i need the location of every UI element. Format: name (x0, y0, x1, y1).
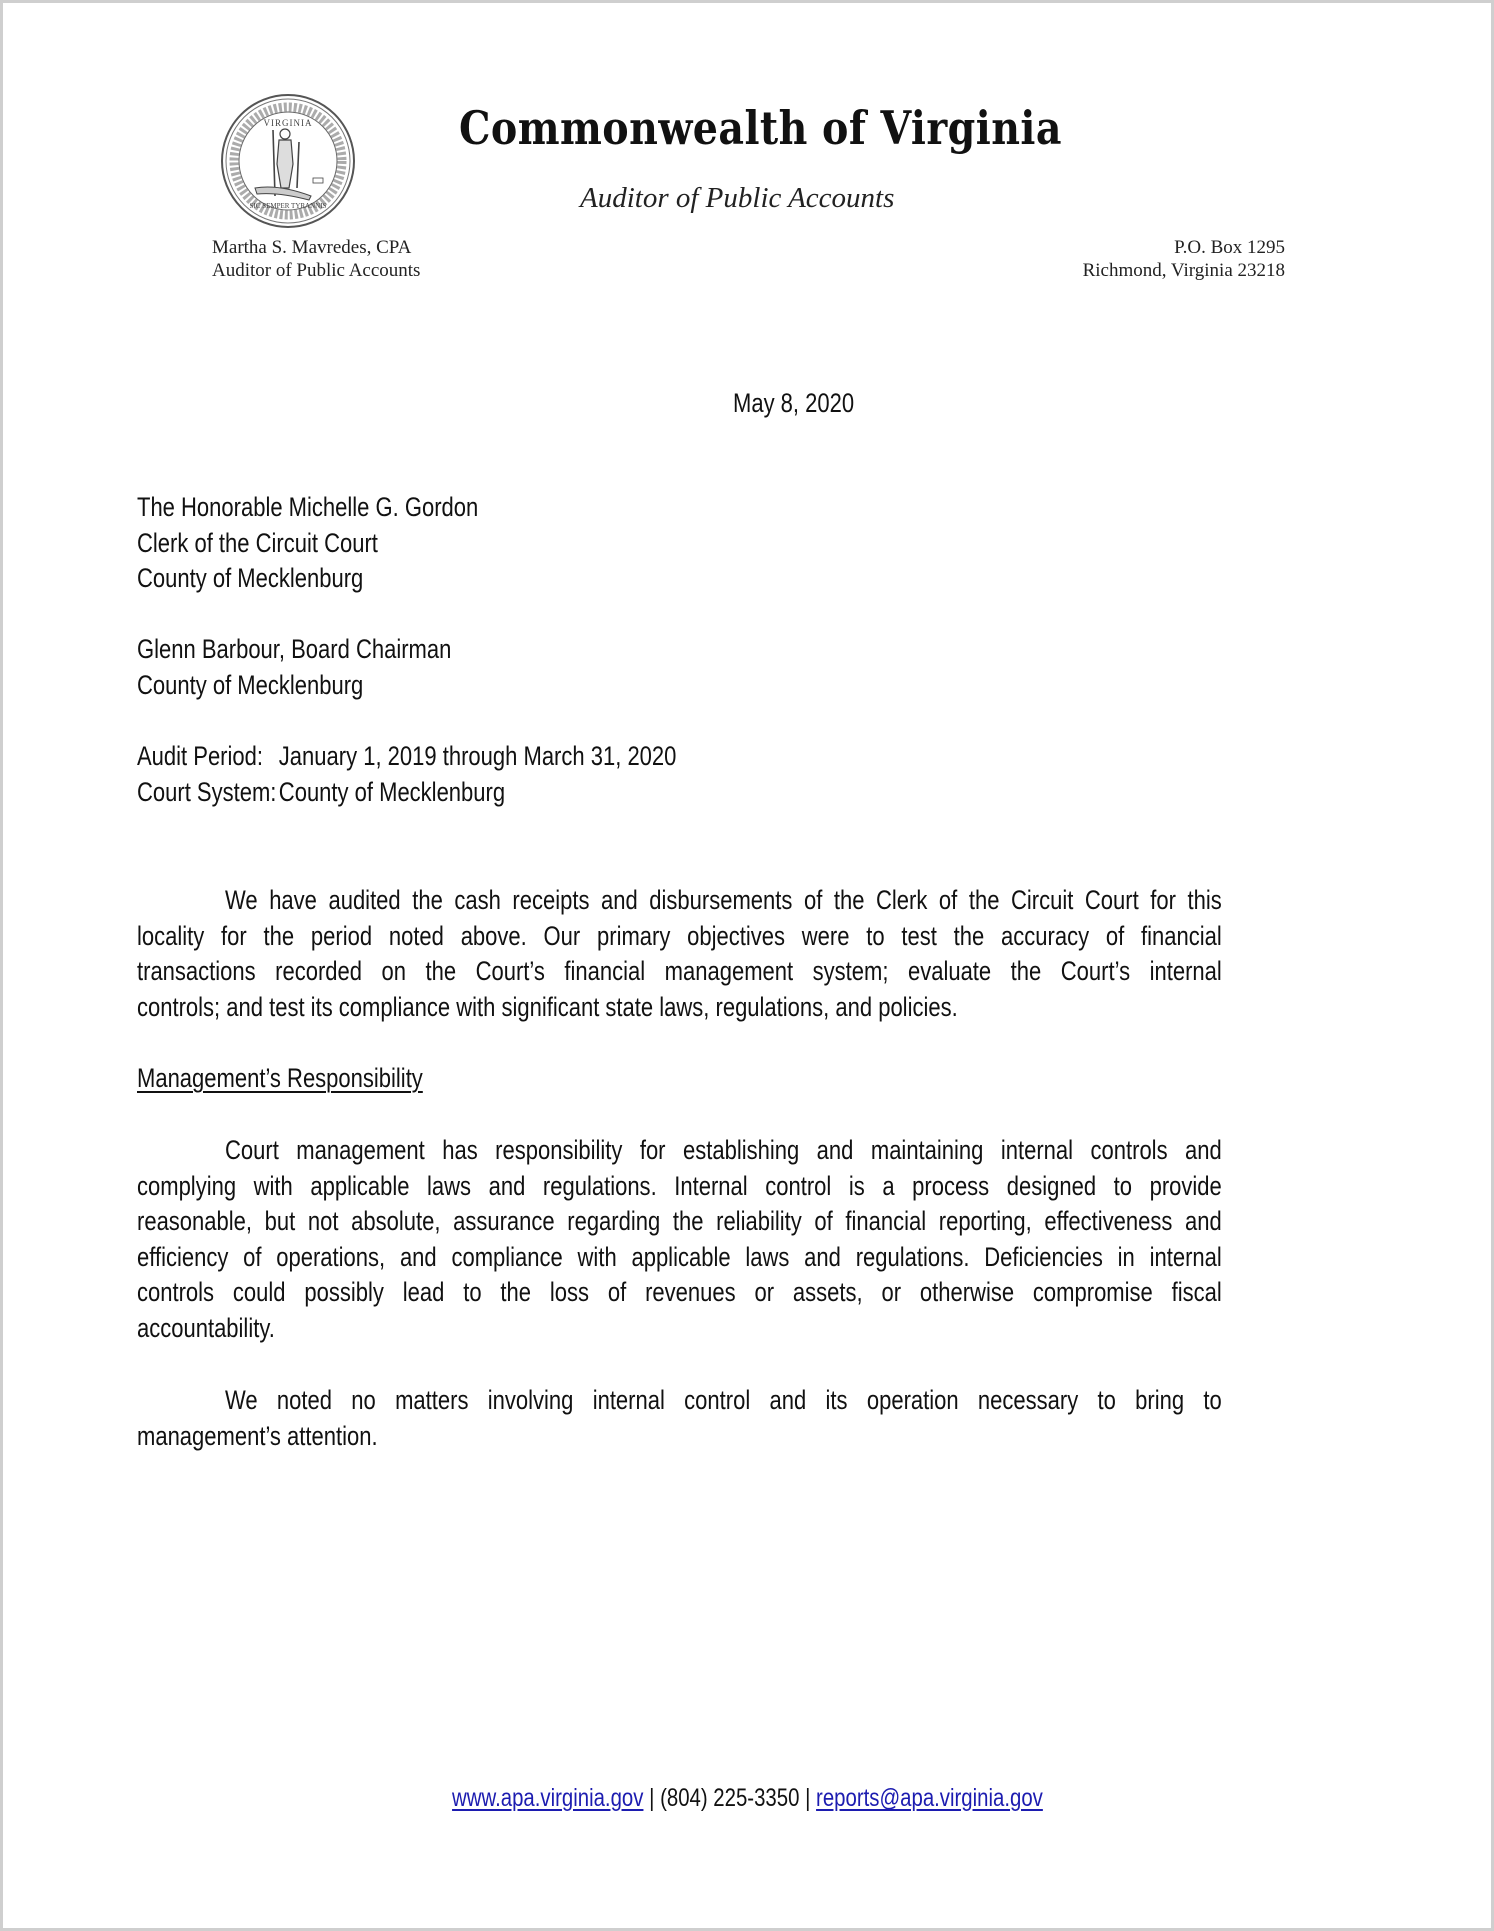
paragraph-line: Court management has responsibility for establishing and maintaining internal controls and (225, 1135, 1222, 1165)
paragraph-line: controls could possibly lead to the loss of revenues or assets, or otherwise compromise fiscal (137, 1277, 1222, 1308)
website-link[interactable]: www.apa.virginia.gov (451, 1784, 643, 1812)
paragraph-line: We have audited the cash receipts and disbursements of the Clerk of the Circuit Court for this (225, 885, 1222, 915)
letter-date: May 8, 2020 (733, 388, 855, 418)
recipient-block (137, 490, 676, 810)
recipient-1-line-2: Clerk of the Circuit Court (137, 527, 378, 558)
auditor-role: Auditor of Public Accounts (212, 260, 421, 281)
paragraph-line: management’s attention. (137, 1420, 378, 1451)
city-state-zip: Richmond, Virginia 23218 (1082, 260, 1285, 281)
section-heading-management-responsibility: Management’s Responsibility (137, 1063, 423, 1093)
paragraph-line: controls; and test its compliance with significant state laws, regulations, and policies. (137, 991, 958, 1022)
paragraph-line: complying with applicable laws and regulations. Internal control is a process designed to provide (137, 1170, 1222, 1201)
paragraph-management-responsibility (137, 1133, 1222, 1347)
paragraph-line: locality for the period noted above. Our primary objectives were to test the accuracy of financial (137, 920, 1222, 951)
court-system-label: Court System: (137, 776, 277, 807)
recipient-2-line-1: Glenn Barbour, Board Chairman (137, 634, 452, 665)
letterhead-subtitle: Auditor of Public Accounts (580, 182, 895, 214)
phone-number: (804) 225-3350 (659, 1784, 799, 1812)
paragraph-line: efficiency of operations, and compliance with applicable laws and regulations. Deficiencies in internal (137, 1241, 1222, 1272)
court-system-value: County of Mecklenburg (278, 776, 506, 807)
footer-contact-line (452, 1784, 1043, 1813)
recipient-2-line-2: County of Mecklenburg (137, 669, 364, 700)
po-box: P.O. Box 1295 (1174, 237, 1285, 258)
letterhead-title: Commonwealth of Virginia (459, 101, 1062, 155)
auditor-block (212, 236, 420, 282)
mailing-address-block (1083, 236, 1285, 282)
auditor-name: Martha S. Mavredes, CPA (212, 237, 412, 258)
paragraph-line: accountability. (137, 1312, 275, 1343)
paragraph-line: We noted no matters involving internal control and its operation necessary to bring to (225, 1385, 1222, 1415)
svg-text:VIRGINIA: VIRGINIA (263, 118, 313, 128)
footer (3, 1784, 1491, 1813)
audit-period-label: Audit Period: (137, 741, 263, 772)
email-link[interactable]: reports@apa.virginia.gov (815, 1784, 1043, 1812)
virginia-seal-icon (219, 92, 357, 230)
paragraph-audit-scope (137, 883, 1222, 1025)
paragraph-no-matters (137, 1383, 1222, 1454)
audit-period-value: January 1, 2019 through March 31, 2020 (278, 741, 677, 772)
recipient-1-line-1: The Honorable Michelle G. Gordon (137, 492, 479, 522)
footer-separator: | (648, 1784, 654, 1812)
paragraph-line: reasonable, but not absolute, assurance regarding the reliability of financial reporting, effectiveness and (137, 1206, 1222, 1237)
svg-text:SIC SEMPER TYRANNIS: SIC SEMPER TYRANNIS (249, 202, 327, 210)
letter-page (3, 3, 1491, 1928)
footer-separator: | (804, 1784, 810, 1812)
recipient-1-line-3: County of Mecklenburg (137, 563, 364, 594)
paragraph-line: transactions recorded on the Court’s financial management system; evaluate the Court’s internal (137, 956, 1222, 987)
audit-period-row (137, 739, 676, 775)
court-system-row (137, 775, 676, 811)
